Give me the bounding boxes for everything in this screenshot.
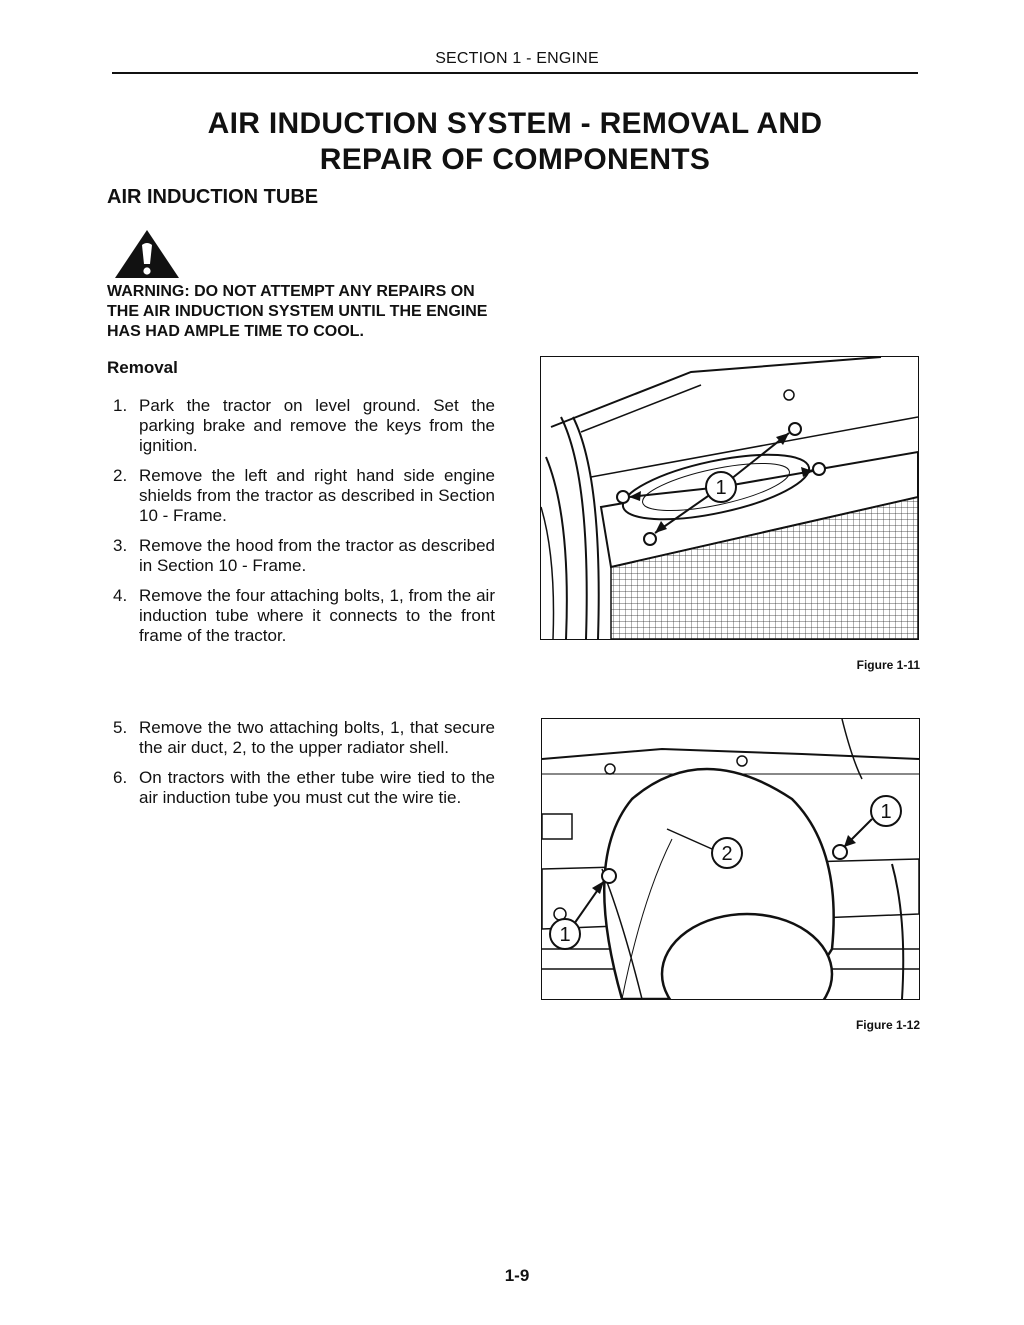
- figure-1-12-caption: Figure 1-12: [855, 1018, 920, 1032]
- step-text: Remove the four attaching bolts, 1, from the air induction tube where it connects to the front frame of the tractor.: [139, 586, 495, 645]
- step-text: Park the tractor on level ground. Set the parking brake and remove the keys from the ignition.: [139, 396, 495, 455]
- list-item: [113, 768, 495, 808]
- page-title-line-2: REPAIR OF COMPONENTS: [319, 143, 711, 176]
- figure-1-12-callout-2: 2: [721, 843, 733, 865]
- step-text: Remove the left and right hand side engine shields from the tractor as described in Section 10 - Frame.: [139, 466, 495, 525]
- list-item: [113, 466, 495, 526]
- list-item: [113, 586, 495, 646]
- step-text: Remove the two attaching bolts, 1, that secure the air duct, 2, to the upper radiator shell.: [139, 718, 495, 757]
- page-number: 1-9: [504, 1266, 530, 1285]
- warning-text: WARNING: DO NOT ATTEMPT ANY REPAIRS ON THE AIR INDUCTION SYSTEM UNTIL THE ENGINE HAS HAD AMPLE TIME TO COOL.: [107, 283, 488, 340]
- figure-1-11-illustration: [540, 356, 919, 640]
- step-number: 5.: [113, 718, 128, 737]
- page-title-line-1: AIR INDUCTION SYSTEM - REMOVAL AND: [207, 107, 823, 140]
- header-rule: [112, 72, 918, 74]
- list-item: [113, 536, 495, 576]
- subheading: AIR INDUCTION TUBE: [107, 186, 319, 208]
- step-number: 3.: [113, 536, 128, 555]
- list-item: [113, 396, 495, 456]
- warning-triangle-icon: [113, 228, 181, 280]
- figure-1-12-illustration: [541, 718, 920, 1000]
- figure-1-12-callout-1-left: 1: [559, 924, 571, 946]
- step-number: 6.: [113, 768, 128, 787]
- figure-1-11-callout-1: 1: [715, 477, 727, 499]
- section-header: SECTION 1 - ENGINE: [435, 50, 599, 67]
- step-text: On tractors with the ether tube wire tied to the air induction tube you must cut the wire tie.: [139, 768, 495, 807]
- step-number: 4.: [113, 586, 128, 605]
- figure-1-11-caption: Figure 1-11: [856, 658, 920, 672]
- list-item: [113, 718, 495, 758]
- figure-1-12-callout-1-right: 1: [880, 801, 892, 823]
- step-number: 2.: [113, 466, 128, 485]
- steps-list-part1: [113, 396, 495, 656]
- step-number: 1.: [113, 396, 128, 415]
- step-text: Remove the hood from the tractor as described in Section 10 - Frame.: [139, 536, 495, 575]
- removal-heading: Removal: [107, 358, 178, 377]
- steps-list-part2: [113, 718, 495, 818]
